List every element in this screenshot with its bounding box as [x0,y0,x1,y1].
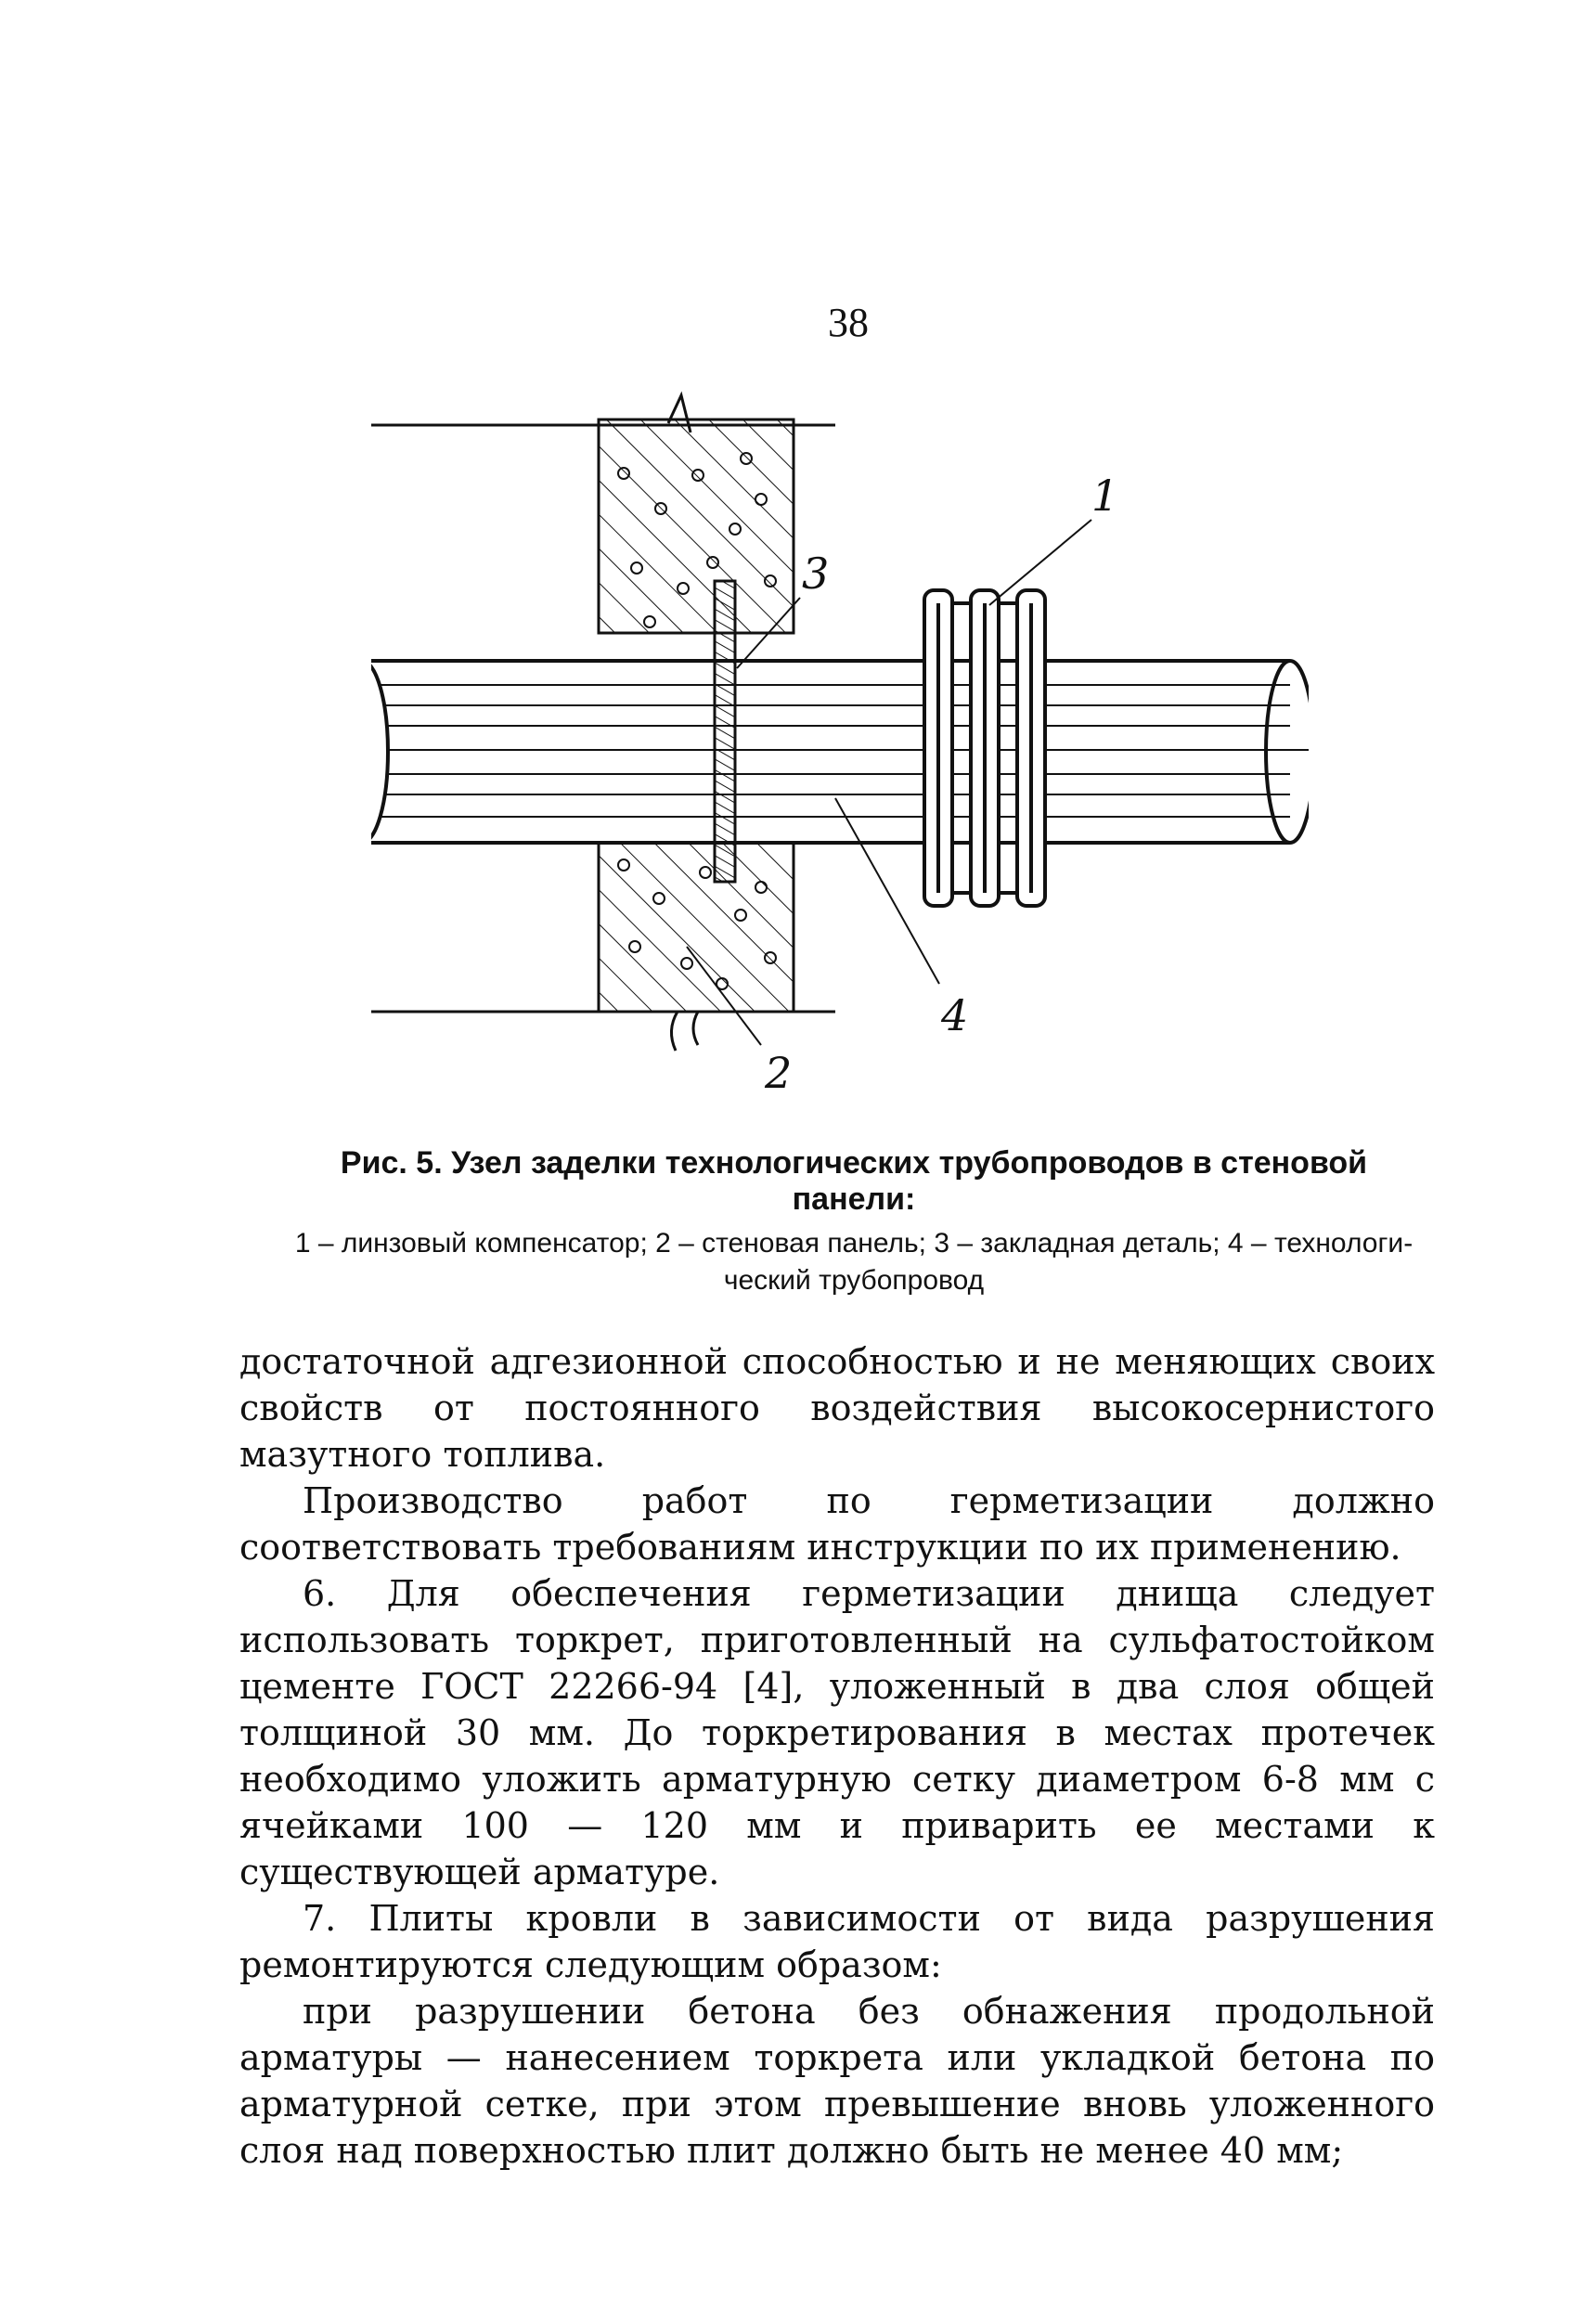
paragraph: 6. Для обеспечения герметизации днища следует использовать торкрет, приготовленный на сульфатостойком цементе ГОСТ 22266-94 [4], уложенный в два слоя общей толщиной 30 мм. До торкретирования в местах протечек необходимо уложить арматурную сетку диаметром 6-8 мм с ячейками 100 — 120 мм и приварить ее местами к существующей арматуре. [239,1573,1435,1892]
page-number: 38 [828,300,869,345]
paragraph: при разрушении бетона без обнажения продольной арматуры — нанесением торкрета или укладкой бетона по арматурной сетке, при этом превышение вновь уложенного слоя над поверхностью плит должно быть не менее 40 мм; [239,1991,1435,2171]
callout-1: 1 [1091,471,1119,521]
paragraph: достаточной адгезионной способностью и не меняющих своих свойств от постоянного воздействия высокосернистого мазутного топлива. [239,1341,1435,1475]
lens-compensator [924,590,1045,906]
caption-legend [278,1225,1429,1299]
callout-4: 4 [941,990,969,1040]
caption-title: Рис. 5. Узел заделки технологических трубопроводов в стеновой панели: [340,1145,1368,1217]
figure-caption [278,1145,1429,1299]
paragraph: 7. Плиты кровли в зависимости от вида разрушения ремонтируются следующим образом: [239,1898,1435,1985]
pipe-wall-joint-figure [371,390,1309,1114]
pipeline [371,661,1309,843]
wall-panel-upper [371,395,835,633]
callout-2: 2 [765,1048,793,1098]
wall-panel-lower [371,835,835,1051]
embedded-plate [715,581,735,882]
body-text [239,1338,1435,2174]
callout-3: 3 [802,549,830,599]
caption-legend-line: ческий трубопровод [723,1265,985,1296]
paragraph: Производство работ по герметизации должно соответствовать требованиям инструкции по их применению. [239,1480,1435,1568]
caption-legend-line: 1 – линзовый компенсатор; 2 – стеновая панель; 3 – закладная деталь; 4 – технологи- [294,1228,1414,1259]
